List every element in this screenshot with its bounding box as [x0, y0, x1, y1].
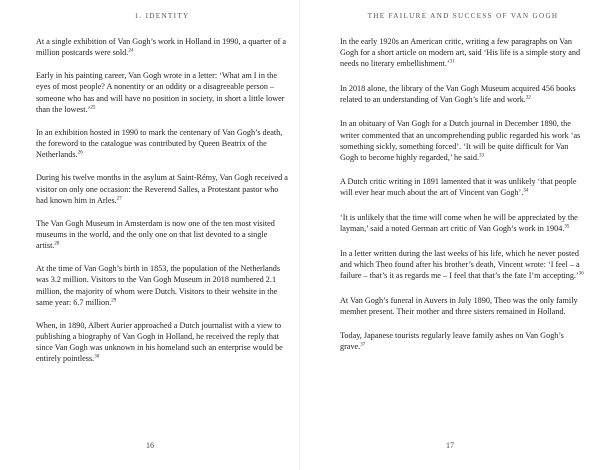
running-header-right: THE FAILURE AND SUCCESS OF VAN GOGH	[367, 12, 559, 20]
page-number-left: 16	[146, 441, 154, 450]
paragraph	[36, 127, 288, 160]
right-page	[300, 0, 600, 470]
page-number-right: 17	[446, 441, 454, 450]
paragraph-text: A Dutch critic writing in 1891 lamented that it was unlikely ‘that people will ever hear much about the art of Vincent van Gogh’.	[340, 177, 577, 198]
paragraph-text: ‘It is unlikely that the time will come when he will be appreciated by the layman,’ said a noted German art critic of Van Gogh’s work in 1904.	[340, 213, 578, 234]
paragraph-text: Today, Japanese tourists regularly leave family ashes on Van Gogh’s grave.	[340, 331, 564, 352]
paragraph-text: In an obituary of Van Gogh for a Dutch journal in December 1890, the writer commented that an uncomprehending public regarded his work ‘as something sickly, something forced’. ‘It will be quite difficult for Van Gogh to become highly regarded,’ he said.	[340, 119, 581, 162]
footnote-marker: 26	[77, 150, 83, 156]
footnote-marker: 25	[90, 104, 96, 110]
paragraph-text: In the early 1920s an American critic, writing a few paragraphs on Van Gogh for a short article on modern art, said ‘His life is a simple story and needs no literary embellishment.’	[340, 37, 581, 69]
footnote-marker: 34	[523, 188, 529, 194]
paragraph-text: In a letter written during the last weeks of his life, which he never posted and which Theo found after his brother’s death, Vincent wrote: ‘I feel – a failure – that’s it as regards me – I feel that that’s the fate I’m accepting.’	[340, 248, 580, 280]
footnote-marker: 27	[116, 195, 122, 201]
footnote-marker: 31	[449, 59, 455, 65]
paragraph	[36, 218, 288, 251]
paragraph	[340, 295, 586, 317]
paragraph	[340, 330, 586, 352]
left-page-text	[36, 36, 288, 364]
paragraph	[36, 263, 288, 307]
footnote-marker: 35	[564, 224, 570, 230]
paragraph	[36, 172, 288, 205]
paragraph-text: The Van Gogh Museum in Amsterdam is now one of the ten most visited museums in the world, and the only one on that list devoted to a single artist.	[36, 218, 275, 251]
paragraph-text: Early in his painting career, Van Gogh wrote in a letter: ‘What am I in the eyes of most people? A nonentity or an oddity or a disagreeable person – someone who has and will have no position in society, in short a little lower than the lowest.’	[36, 71, 285, 114]
paragraph-text: At the time of Van Gogh’s birth in 1853, the population of the Netherlands was 3.2 million. Visitors to the Van Gogh Museum in 2018 numbered 2.1 million, the majority of whom were Dutch. Visitors to their website in the same year: 6.7 million.	[36, 264, 281, 307]
paragraph	[36, 70, 288, 114]
paragraph-text: When, in 1890, Albert Aurier approached a Dutch journalist with a view to publishing a biography of Van Gogh in Holland, he received the reply that since Van Gogh was unknown in his homeland such an enterprise would be entirely pointless.	[36, 320, 283, 364]
footnote-marker: 29	[111, 297, 117, 303]
paragraph-text: At Van Gogh’s funeral in Auvers in July 1890, Theo was the only family member present. Their mother and three sisters remained in Holland.	[340, 295, 578, 316]
footnote-marker: 24	[128, 48, 134, 54]
footnote-marker: 33	[479, 153, 484, 159]
paragraph	[340, 83, 586, 105]
paragraph	[340, 36, 586, 69]
footnote-marker: 30	[94, 354, 100, 360]
running-header-left: 1. IDENTITY	[134, 12, 190, 20]
footnote-marker: 36	[578, 271, 584, 277]
paragraph-text: During his twelve months in the asylum at Saint-Rémy, Van Gogh received a visitor on only one occasion: the Reverend Salles, a Protestant pastor who had known him in Arles.	[36, 173, 288, 205]
paragraph	[340, 248, 586, 281]
paragraph-text: In 2018 alone, the library of the Van Gogh Museum acquired 456 books related to an understanding of Van Gogh’s life and work.	[340, 83, 576, 104]
right-page-text	[340, 36, 586, 352]
footnote-marker: 37	[360, 342, 366, 348]
paragraph	[340, 212, 586, 234]
paragraph	[340, 176, 586, 198]
paragraph-text: In an exhibition hosted in 1990 to mark the centenary of Van Gogh’s death, the foreword to the catalogue was contributed by Queen Beatrix of the Netherlands.	[36, 127, 283, 160]
paragraph	[36, 320, 288, 364]
footnote-marker: 32	[525, 95, 531, 101]
footnote-marker: 28	[54, 241, 60, 247]
paragraph	[340, 118, 586, 162]
paragraph	[36, 36, 288, 58]
paragraph-text: At a single exhibition of Van Gogh’s work in Holland in 1990, a quarter of a million postcards were sold.	[36, 37, 286, 58]
